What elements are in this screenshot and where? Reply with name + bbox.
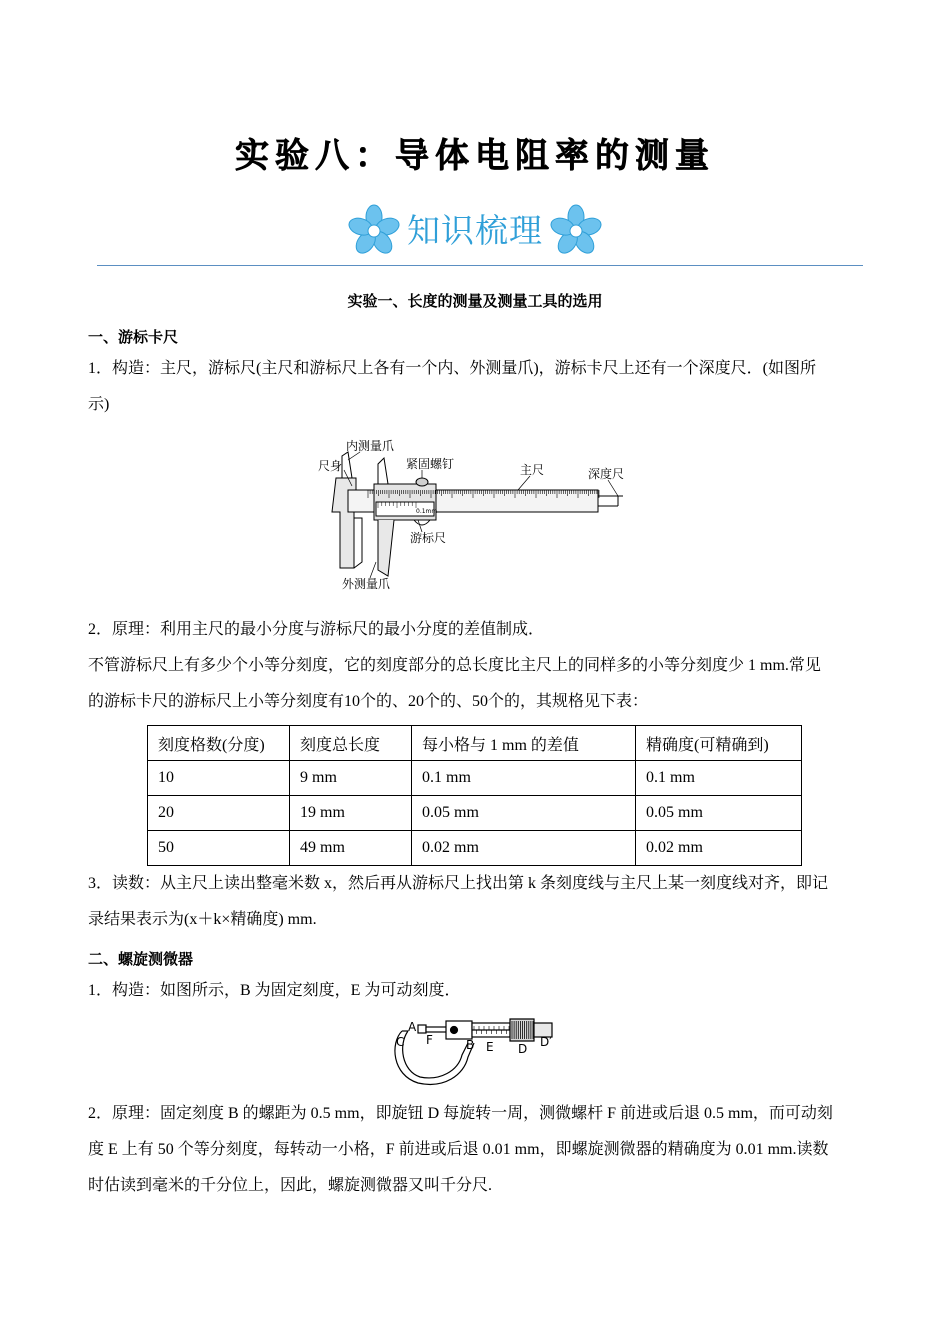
text-line: 时估读到毫米的千分位上，因此，螺旋测微器又叫千分尺. (88, 1177, 493, 1194)
flower-icon (346, 203, 402, 259)
table-header-cell: 刻度格数(分度) (148, 726, 290, 761)
table-header-cell: 刻度总长度 (290, 726, 412, 761)
table-cell: 9 mm (290, 761, 412, 796)
paragraph-structure (88, 351, 864, 423)
text-line: 2．原理：固定刻度 B 的螺距为 0.5 mm，即旋钮 D 每旋转一周，测微螺杆 F 前进或后退 0.5 mm，而可动刻 (88, 1105, 833, 1122)
text-line: 的游标卡尺的游标尺上小等分刻度有10个的、20个的、50个的，其规格见下表： (88, 693, 649, 710)
text-line: 不管游标尺上有多少个小等分刻度，它的刻度部分的总长度比主尺上的同样多的小等分刻度少 1 mm.常见 (88, 657, 821, 674)
table-row (148, 831, 802, 866)
table-cell: 0.1 mm (412, 761, 636, 796)
flower-icon (548, 203, 604, 259)
table-header-cell: 精确度(可精确到) (636, 726, 802, 761)
page-title: 实验八：导体电阻率的测量 (235, 136, 715, 176)
paragraph-principle: 2．原理：利用主尺的最小分度与游标尺的最小分度的差值制成． (88, 621, 545, 638)
paragraph-micrometer-structure: 1．构造：如图所示，B 为固定刻度，E 为可动刻度． (88, 982, 461, 999)
banner-text: 知识梳理 (407, 211, 543, 250)
heading-vernier: 一、游标卡尺 (88, 328, 179, 346)
table-row (148, 796, 802, 831)
table-cell: 0.1 mm (636, 761, 802, 796)
knowledge-banner (344, 203, 604, 261)
section-title: 实验一、长度的测量及测量工具的选用 (347, 292, 603, 310)
table-cell: 0.02 mm (412, 831, 636, 866)
label-D-prime: D′ (540, 1035, 552, 1049)
text-line: 录结果表示为(x＋k×精确度) mm. (88, 911, 317, 928)
table-row (148, 761, 802, 796)
label-screw: 紧固螺钉 (406, 457, 455, 471)
paragraph-micrometer-principle (88, 1096, 864, 1204)
table-header-row (148, 726, 802, 761)
label-precision: 0.1mm (416, 508, 438, 515)
label-depth: 深度尺 (588, 467, 625, 481)
label-main-scale: 主尺 (520, 463, 545, 477)
table-cell: 0.05 mm (636, 796, 802, 831)
text-line: 示) (88, 396, 110, 413)
divider-line (97, 265, 863, 266)
label-E: E (486, 1040, 494, 1054)
label-inner-jaw: 内测量爪 (346, 439, 395, 453)
table-cell: 50 (148, 831, 290, 866)
text-line: 3．读数：从主尺上读出整毫米数 x，然后再从游标尺上找出第 k 条刻度线与主尺上某一刻度线对齐，即记 (88, 875, 829, 892)
paragraph-description (88, 648, 864, 720)
heading-micrometer: 二、螺旋测微器 (88, 950, 194, 968)
table-cell: 20 (148, 796, 290, 831)
vernier-caliper-figure (318, 438, 638, 598)
label-D: D (518, 1042, 528, 1056)
label-vernier: 游标尺 (410, 531, 447, 545)
text-line: 1．构造：主尺，游标尺(主尺和游标尺上各有一个内、外测量爪)，游标卡尺上还有一个深度尺．(如图所 (88, 360, 816, 377)
label-C: C (396, 1035, 405, 1049)
label-outer-jaw: 外测量爪 (342, 577, 391, 591)
table-cell: 19 mm (290, 796, 412, 831)
label-B: B (466, 1038, 475, 1052)
paragraph-reading (88, 866, 864, 938)
table-cell: 0.05 mm (412, 796, 636, 831)
label-F: F (426, 1033, 433, 1047)
micrometer-figure (388, 1013, 568, 1089)
table-cell: 10 (148, 761, 290, 796)
table-cell: 0.02 mm (636, 831, 802, 866)
table-cell: 49 mm (290, 831, 412, 866)
text-line: 度 E 上有 50 个等分刻度，每转动一小格，F 前进或后退 0.01 mm，即螺旋测微器的精确度为 0.01 mm.读数 (88, 1141, 829, 1158)
spec-table (147, 725, 802, 866)
table-header-cell: 每小格与 1 mm 的差值 (412, 726, 636, 761)
label-A: A (408, 1020, 417, 1034)
label-body: 尺身 (318, 459, 343, 473)
